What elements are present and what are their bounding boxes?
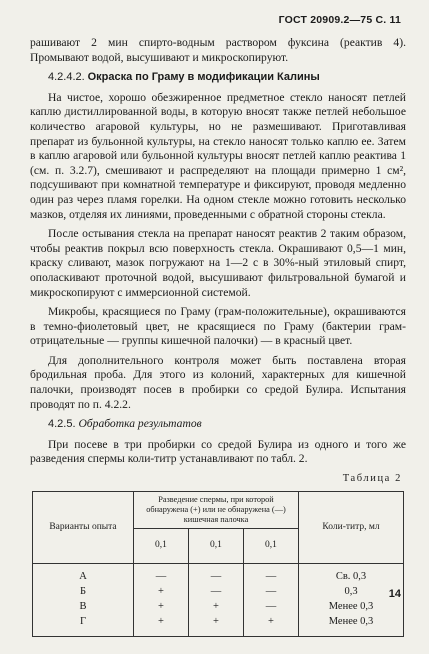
section-number: 4.2.5. <box>48 418 76 431</box>
titer-cell: 0,3 <box>299 585 404 600</box>
result-cell: — <box>243 563 298 585</box>
body-text <box>30 36 406 637</box>
result-cell: + <box>188 600 243 615</box>
section-heading-4-2-4-2 <box>30 70 406 85</box>
paragraph-intro: рашивают 2 мин спирто-водным раствором фуксина (реактив 4). Промывают водой, высушивают и микроскопируют. <box>30 36 406 64</box>
section-title: Окраска по Граму в модификации Калины <box>87 71 320 84</box>
section-number: 4.2.4.2. <box>48 71 85 84</box>
paragraph-result-colors: Микробы, красящиеся по Граму (грам-положительные), окрашиваются в темно-фиолетовый цвет, не красящиеся по Граму (бактерии грам-отрицательные — группы кишечной палочки) — в красный цвет. <box>30 305 406 348</box>
variant-cell: Б <box>33 585 134 600</box>
result-cell: — <box>188 563 243 585</box>
running-header: ГОСТ 20909.2—75 С. 11 <box>278 14 401 26</box>
table-row <box>33 585 404 600</box>
table-row <box>33 615 404 637</box>
header-dilution-2: 0,1 <box>188 528 243 563</box>
coli-titer-table <box>32 491 404 637</box>
table-row <box>33 563 404 585</box>
result-cell: + <box>134 585 189 600</box>
paragraph-control: Для дополнительного контроля может быть поставлена вторая бродильная проба. Для этого из колоний, характерных для кишечной палочки, производят посев в пробирки со средой Булира. Испытания проводят по п. 4.2.2. <box>30 353 406 411</box>
paragraph-method: На чистое, хорошо обезжиренное предметное стекло наносят петлей каплю дистиллированной воды, в которую вносят также петлей небольшое количество агаровой культуры, но не размешивают. Приготавливая препарат из бульонной культуры, на стекло наносят только каплю ее. Затем в каплю агаровой или бульонной культуры вносят петлей каплю реактива 1 (см. п. 3.2.7), смешивают и распределяют на площади примерно 1 см², подсушивают при комнатной температуре и фиксируют, проводя медленно один раз через пламя горелки. На одном стекле можно готовить несколько мазков, отделяя их линиями, проведенными с обратной стороны стекла. <box>30 90 406 221</box>
result-cell: — <box>134 563 189 585</box>
header-dilution-3: 0,1 <box>243 528 298 563</box>
table-row <box>33 600 404 615</box>
paragraph-staining: После остывания стекла на препарат наносят реактив 2 таким образом, чтобы реактив покрыл всю поверхность стекла. Окрашивают 0,5—1 мин, краску сливают, мазок погружают на 1—2 с в 30%-ный этиловый спирт, ополаскивают проточной водой, высушивают фильтровальной бумагой и микроскопируют с иммерсионной системой. <box>30 227 406 299</box>
variant-cell: А <box>33 563 134 585</box>
header-dilution-group: Разведение спермы, при которой обнаружена (+) или не обнаружена (—) кишечная палочка <box>134 491 299 528</box>
result-cell: — <box>188 585 243 600</box>
result-cell: — <box>243 600 298 615</box>
paragraph-processing: При посеве в три пробирки со средой Булира из одного и того же разведения спермы коли-титр устанавливают по табл. 2. <box>30 437 406 466</box>
titer-cell: Менее 0,3 <box>299 600 404 615</box>
result-cell: + <box>134 615 189 637</box>
titer-cell: Св. 0,3 <box>299 563 404 585</box>
page-number: 14 <box>388 588 401 600</box>
result-cell: — <box>243 585 298 600</box>
variant-cell: В <box>33 600 134 615</box>
result-cell: + <box>188 615 243 637</box>
result-cell: + <box>134 600 189 615</box>
section-heading-4-2-5 <box>30 417 406 432</box>
header-coli-titer: Коли-титр, мл <box>299 491 404 563</box>
header-variant: Варианты опыта <box>33 491 134 563</box>
variant-cell: Г <box>33 615 134 637</box>
section-title: Обработка результатов <box>78 417 202 431</box>
header-dilution-1: 0,1 <box>134 528 189 563</box>
result-cell: + <box>243 615 298 637</box>
titer-cell: Менее 0,3 <box>299 615 404 637</box>
table-caption: Таблица 2 <box>342 473 402 485</box>
